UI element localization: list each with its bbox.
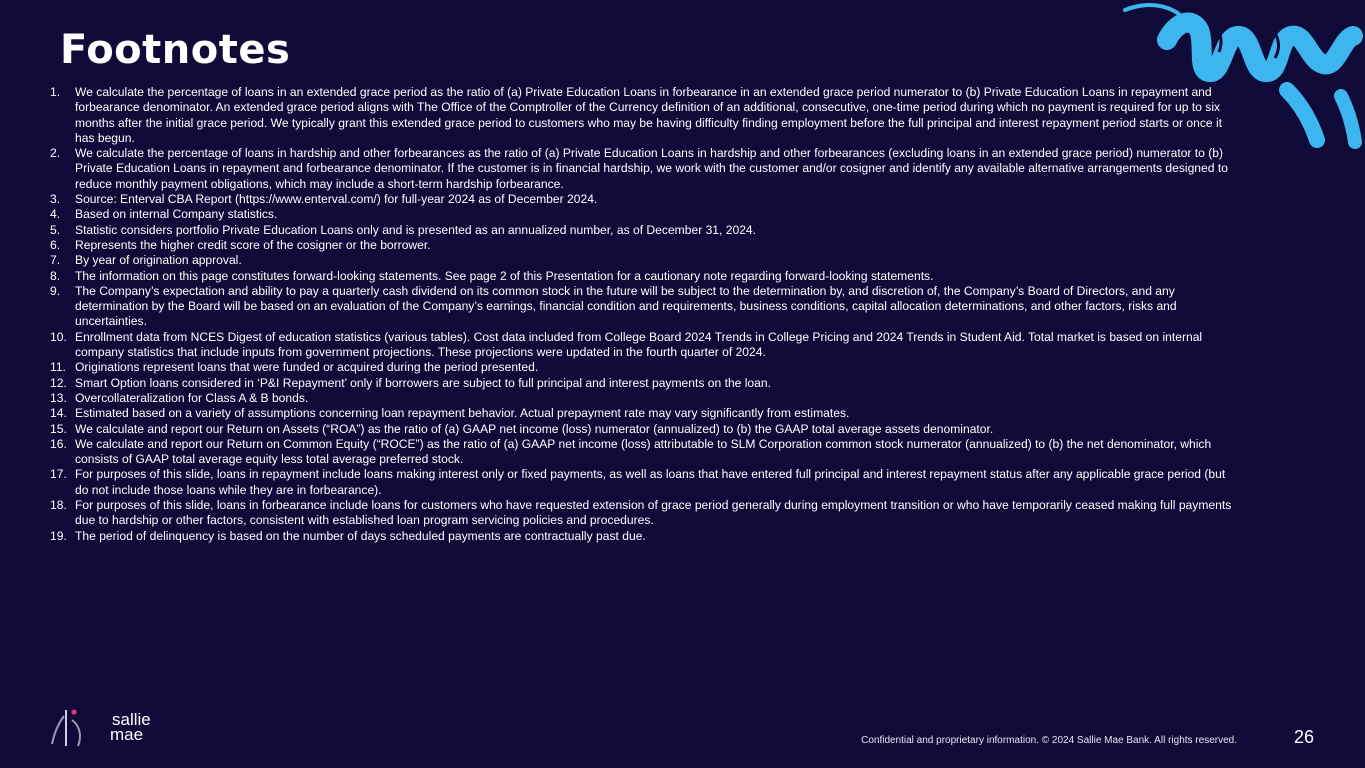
footnote-number: 13. [50,390,67,405]
logo-text-line1: sallie [112,710,151,729]
footnote-number: 2. [50,146,61,161]
confidentiality-footer: Confidential and proprietary information. © 2024 Sallie Mae Bank. All rights reserved. [861,735,1237,746]
footnote-number: 19. [50,528,67,543]
footnote-item [50,391,1235,406]
footnote-item [50,529,1235,544]
sallie-mae-logo [48,702,178,748]
footnote-text: Statistic considers portfolio Private Education Loans only and is presented as an annualized number, as of December 31, 2024. [75,222,757,237]
footnote-number: 16. [50,436,67,451]
footnote-text: We calculate the percentage of loans in an extended grace period as the ratio of (a) Private Education Loans in forbearance in an extended grace period numerator to (b) Private Education Loans in repayment and forbearance denominator. An extended grace period aligns with The Office of the Comptroller of the Currency definition of an additional, consecutive, one-time period during which no payment is required for up to six months after the initial grace period. We typically grant this extended grace period to customers who may be having difficulty finding employment before the full principal and interest repayment period starts or once it has begun. [75,85,1223,145]
footnote-item [50,146,1235,192]
footnote-text: Represents the higher credit score of the cosigner or the borrower. [75,237,431,252]
footnote-text: The information on this page constitutes forward-looking statements. See page 2 of this Presentation for a cautionary note regarding forward-looking statements. [75,268,934,283]
footnote-number: 1. [50,85,61,99]
footnote-text: Smart Option loans considered in ‘P&I Repayment’ only if borrowers are subject to full principal and interest payments on the loan. [75,375,771,390]
footnote-text: For purposes of this slide, loans in repayment include loans making interest only or fixed payments, as well as loans that have entered full principal and interest repayment status after any applicable grace period (but do not include those loans while they are in forbearance). [75,467,1226,497]
footnote-text: The Company’s expectation and ability to pay a quarterly cash dividend on its common stock in the future will be subject to the determination by, and discretion of, the Company’s Board of Directors, and any determination by the Board will be based on an evaluation of the Company’s earnings, financial condition and requirements, business conditions, capital allocation determinations, and other factors, risks and uncertainties. [75,283,1177,329]
footnote-item [50,192,1235,207]
footnote-number: 7. [50,253,61,268]
footnote-text: We calculate and report our Return on Assets (“ROA”) as the ratio of (a) GAAP net income (loss) numerator (annualized) to (b) the GAAP total average assets denominator. [75,421,994,436]
footnote-number: 14. [50,406,67,421]
footnote-item [50,238,1235,253]
footnote-text: Source: Enterval CBA Report (https://www.enterval.com/) for full-year 2024 as of December 2024. [75,192,598,207]
footnote-item [50,223,1235,238]
footnote-number: 10. [50,329,67,344]
footnote-item [50,360,1235,375]
footnote-number: 8. [50,268,61,283]
footnote-text: Based on internal Company statistics. [75,207,278,222]
footnotes-list [50,85,1235,544]
page-title: Footnotes [60,27,291,73]
footnote-text: For purposes of this slide, loans in forbearance include loans for customers who have requested extension of grace period generally during employment transition or who have temporarily ceased making full payments due to hardship or other factors, consistent with established loan program servicing policies and procedures. [75,498,1232,528]
footnote-item [50,498,1235,529]
footnote-item [50,253,1235,268]
logo-mark-icon [48,702,108,748]
footnote-number: 15. [50,421,67,436]
footnote-item [50,376,1235,391]
footnote-item [50,467,1235,498]
logo-text-line2: mae [110,725,144,744]
footnote-item [50,437,1235,468]
page-number: 26 [1293,727,1314,747]
footnote-number: 11. [50,360,66,375]
footnote-number: 9. [50,283,61,298]
footnote-text: We calculate and report our Return on Common Equity (“ROCE”) as the ratio of (a) GAAP net income (loss) attributable to SLM Corporation common stock numerator (annualized) to (b) the net denominator, which consists of GAAP total average equity less total average preferred stock. [75,436,1212,467]
footnote-item [50,330,1235,361]
footnote-item [50,207,1235,222]
footnote-text: Overcollateralization for Class A & B bonds. [75,390,309,405]
footnote-text: Estimated based on a variety of assumptions concerning loan repayment behavior. Actual prepayment rate may vary significantly from estimates. [75,406,850,421]
footnote-text: The period of delinquency is based on the number of days scheduled payments are contractually past due. [75,528,646,543]
footnote-item [50,269,1235,284]
footnote-text: Enrollment data from NCES Digest of education statistics (various tables). Cost data included from College Board 2024 Trends in College Pricing and 2024 Trends in Student Aid. Total market is based on internal company statistics that include inputs from government projections. These projections were updated in the fourth quarter of 2024. [75,329,1203,360]
footnote-number: 4. [50,207,61,222]
footnote-text: By year of origination approval. [75,253,242,268]
footnote-number: 6. [50,237,61,252]
footnote-item [50,422,1235,437]
footnote-number: 12. [50,375,67,390]
footnote-number: 18. [50,498,67,513]
footnote-item [50,284,1235,330]
footnote-number: 5. [50,222,61,237]
footnote-text: We calculate the percentage of loans in hardship and other forbearances as the ratio of (a) Private Education Loans in hardship and other forbearances (excluding loans in an extended grace period) numerator to (b) Private Education Loans in repayment and forbearance denominator. If the customer is in financial hardship, we work with the customer and/or cosigner and identify any available alternative arrangements designed to reduce monthly payment obligations, which may include a short-term hardship forbearance. [75,146,1228,191]
footnote-item [50,406,1235,421]
footnote-item [50,85,1235,146]
footnote-number: 3. [50,192,61,207]
footnote-text: Originations represent loans that were funded or acquired during the period presented. [75,360,539,375]
footnote-number: 17. [50,467,67,482]
